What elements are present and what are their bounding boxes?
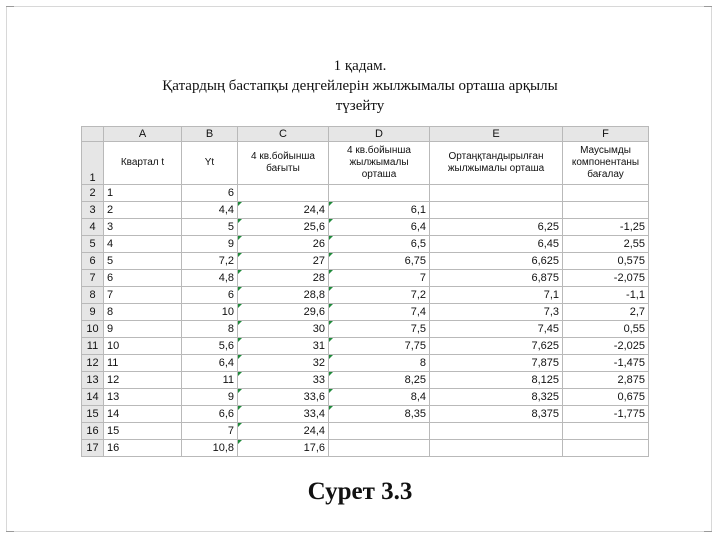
table-row [82, 389, 649, 406]
cell-a[interactable]: 4 [104, 236, 182, 253]
cell-e[interactable]: 8,375 [430, 406, 563, 423]
cell-d[interactable]: 7,5 [329, 321, 430, 338]
frame-corner-mark [704, 6, 712, 7]
cell-f[interactable]: 0,575 [563, 253, 649, 270]
cell-c[interactable]: 31 [238, 338, 329, 355]
header-cell-centered-moving-average[interactable]: Ортаңқтандырылған жылжымалы орташа [430, 142, 563, 185]
cell-e[interactable]: 8,325 [430, 389, 563, 406]
row-header[interactable]: 5 [82, 236, 104, 253]
cell-d[interactable]: 8,4 [329, 389, 430, 406]
cell-e[interactable]: 7,875 [430, 355, 563, 372]
cell-c[interactable] [238, 185, 329, 202]
title-line-2: Қатардың бастапқы деңгейлерін жылжымалы орташа арқылы [162, 78, 558, 94]
cell-b[interactable]: 7 [182, 423, 238, 440]
cell-f[interactable]: -1,775 [563, 406, 649, 423]
cell-c[interactable]: 24,4 [238, 202, 329, 219]
cell-e[interactable]: 7,625 [430, 338, 563, 355]
cell-d[interactable] [329, 423, 430, 440]
cell-f[interactable]: -1,1 [563, 287, 649, 304]
cell-c[interactable]: 29,6 [238, 304, 329, 321]
cell-d[interactable]: 8,25 [329, 372, 430, 389]
table-row [82, 304, 649, 321]
cell-f[interactable]: -1,475 [563, 355, 649, 372]
cell-d[interactable] [329, 185, 430, 202]
figure-caption: Сурет 3.3 [307, 478, 413, 505]
table-row [82, 270, 649, 287]
cell-a[interactable]: 7 [104, 287, 182, 304]
cell-c[interactable]: 28,8 [238, 287, 329, 304]
cell-a[interactable]: 3 [104, 219, 182, 236]
cell-a[interactable]: 14 [104, 406, 182, 423]
table-row [82, 355, 649, 372]
cell-c[interactable]: 25,6 [238, 219, 329, 236]
row-header[interactable]: 13 [82, 372, 104, 389]
table-row [82, 372, 649, 389]
cell-f[interactable] [563, 423, 649, 440]
cell-d[interactable]: 7,4 [329, 304, 430, 321]
cell-b[interactable]: 10,8 [182, 440, 238, 457]
row-header[interactable]: 15 [82, 406, 104, 423]
table-row [82, 185, 649, 202]
cell-c[interactable]: 27 [238, 253, 329, 270]
table-row [82, 338, 649, 355]
row-header[interactable]: 17 [82, 440, 104, 457]
cell-a[interactable]: 12 [104, 372, 182, 389]
cell-a[interactable]: 5 [104, 253, 182, 270]
row-header[interactable]: 2 [82, 185, 104, 202]
column-header-c[interactable]: C [238, 127, 329, 142]
cell-c[interactable]: 30 [238, 321, 329, 338]
cell-d[interactable]: 7,75 [329, 338, 430, 355]
cell-e[interactable]: 7,3 [430, 304, 563, 321]
row-header[interactable]: 14 [82, 389, 104, 406]
frame-corner-mark [6, 531, 14, 532]
column-header-b[interactable]: B [182, 127, 238, 142]
table-row [82, 202, 649, 219]
table-row [82, 406, 649, 423]
cell-e[interactable]: 8,125 [430, 372, 563, 389]
cell-e[interactable]: 7,1 [430, 287, 563, 304]
cell-e[interactable]: 6,875 [430, 270, 563, 287]
cell-a[interactable]: 16 [104, 440, 182, 457]
column-header-e[interactable]: E [430, 127, 563, 142]
cell-b[interactable]: 8 [182, 321, 238, 338]
cell-b[interactable]: 6 [182, 287, 238, 304]
cell-e[interactable]: 6,25 [430, 219, 563, 236]
frame-corner-mark [6, 6, 14, 7]
cell-b[interactable]: 4,8 [182, 270, 238, 287]
cell-d[interactable]: 7,2 [329, 287, 430, 304]
column-header-f[interactable]: F [563, 127, 649, 142]
cell-b[interactable]: 6 [182, 185, 238, 202]
table-row [82, 440, 649, 457]
cell-f[interactable]: 2,7 [563, 304, 649, 321]
cell-a[interactable]: 6 [104, 270, 182, 287]
row-header[interactable]: 16 [82, 423, 104, 440]
cell-b[interactable]: 6,6 [182, 406, 238, 423]
cell-e[interactable]: 6,625 [430, 253, 563, 270]
row-header[interactable]: 6 [82, 253, 104, 270]
cell-d[interactable]: 6,75 [329, 253, 430, 270]
table-row [82, 321, 649, 338]
cell-e[interactable] [430, 185, 563, 202]
cell-f[interactable] [563, 202, 649, 219]
header-cell-4q-total[interactable]: 4 кв.бойынша бағыты [238, 142, 329, 185]
cell-a[interactable]: 9 [104, 321, 182, 338]
cell-c[interactable]: 28 [238, 270, 329, 287]
cell-b[interactable]: 6,4 [182, 355, 238, 372]
spreadsheet-table [81, 126, 649, 457]
header-cell-seasonal-component[interactable]: Маусымды компонентаны бағалау [563, 142, 649, 185]
cell-d[interactable]: 6,5 [329, 236, 430, 253]
cell-b[interactable]: 5 [182, 219, 238, 236]
cell-d[interactable] [329, 440, 430, 457]
row-header[interactable]: 7 [82, 270, 104, 287]
cell-f[interactable]: 2,875 [563, 372, 649, 389]
table-row [82, 423, 649, 440]
row-header[interactable]: 4 [82, 219, 104, 236]
table-row [82, 287, 649, 304]
cell-f[interactable] [563, 185, 649, 202]
cell-e[interactable] [430, 440, 563, 457]
cell-a[interactable]: 15 [104, 423, 182, 440]
cell-d[interactable]: 6,1 [329, 202, 430, 219]
table-row [82, 219, 649, 236]
cell-e[interactable]: 7,45 [430, 321, 563, 338]
cell-a[interactable]: 11 [104, 355, 182, 372]
cell-f[interactable]: 0,675 [563, 389, 649, 406]
cell-a[interactable]: 1 [104, 185, 182, 202]
cell-e[interactable] [430, 202, 563, 219]
title-line-3: түзейту [335, 98, 385, 114]
cell-c[interactable]: 33,6 [238, 389, 329, 406]
cell-a[interactable]: 2 [104, 202, 182, 219]
row-header[interactable]: 10 [82, 321, 104, 338]
cell-d[interactable]: 8,35 [329, 406, 430, 423]
title-line-1: 1 қадам. [333, 58, 387, 74]
cell-c[interactable]: 32 [238, 355, 329, 372]
frame-corner-mark [704, 531, 712, 532]
cell-b[interactable]: 10 [182, 304, 238, 321]
cell-b[interactable]: 7,2 [182, 253, 238, 270]
cell-a[interactable]: 10 [104, 338, 182, 355]
column-header-a[interactable]: A [104, 127, 182, 142]
cell-f[interactable]: 0,55 [563, 321, 649, 338]
cell-d[interactable]: 6,4 [329, 219, 430, 236]
cell-d[interactable]: 7 [329, 270, 430, 287]
cell-e[interactable]: 6,45 [430, 236, 563, 253]
cell-c[interactable]: 26 [238, 236, 329, 253]
cell-f[interactable]: -2,075 [563, 270, 649, 287]
header-cell-quarter[interactable]: Квартал t [104, 142, 182, 185]
row-header[interactable]: 8 [82, 287, 104, 304]
column-header-d[interactable]: D [329, 127, 430, 142]
row-header[interactable]: 1 [82, 142, 104, 185]
cell-f[interactable]: -2,025 [563, 338, 649, 355]
cell-f[interactable]: 2,55 [563, 236, 649, 253]
cell-c[interactable]: 33,4 [238, 406, 329, 423]
cell-b[interactable]: 9 [182, 236, 238, 253]
cell-a[interactable]: 13 [104, 389, 182, 406]
cell-d[interactable]: 8 [329, 355, 430, 372]
cell-a[interactable]: 8 [104, 304, 182, 321]
cell-e[interactable] [430, 423, 563, 440]
cell-b[interactable]: 9 [182, 389, 238, 406]
cell-c[interactable]: 24,4 [238, 423, 329, 440]
header-cell-moving-average[interactable]: 4 кв.бойынша жылжымалы орташа [329, 142, 430, 185]
row-header[interactable]: 11 [82, 338, 104, 355]
sheet-corner[interactable] [82, 127, 104, 142]
cell-c[interactable]: 17,6 [238, 440, 329, 457]
row-header[interactable]: 9 [82, 304, 104, 321]
table-row [82, 236, 649, 253]
row-header[interactable]: 12 [82, 355, 104, 372]
cell-b[interactable]: 5,6 [182, 338, 238, 355]
cell-b[interactable]: 4,4 [182, 202, 238, 219]
cell-f[interactable]: -1,25 [563, 219, 649, 236]
table-row [82, 253, 649, 270]
cell-b[interactable]: 11 [182, 372, 238, 389]
header-cell-yt[interactable]: Yt [182, 142, 238, 185]
cell-f[interactable] [563, 440, 649, 457]
cell-c[interactable]: 33 [238, 372, 329, 389]
row-header[interactable]: 3 [82, 202, 104, 219]
